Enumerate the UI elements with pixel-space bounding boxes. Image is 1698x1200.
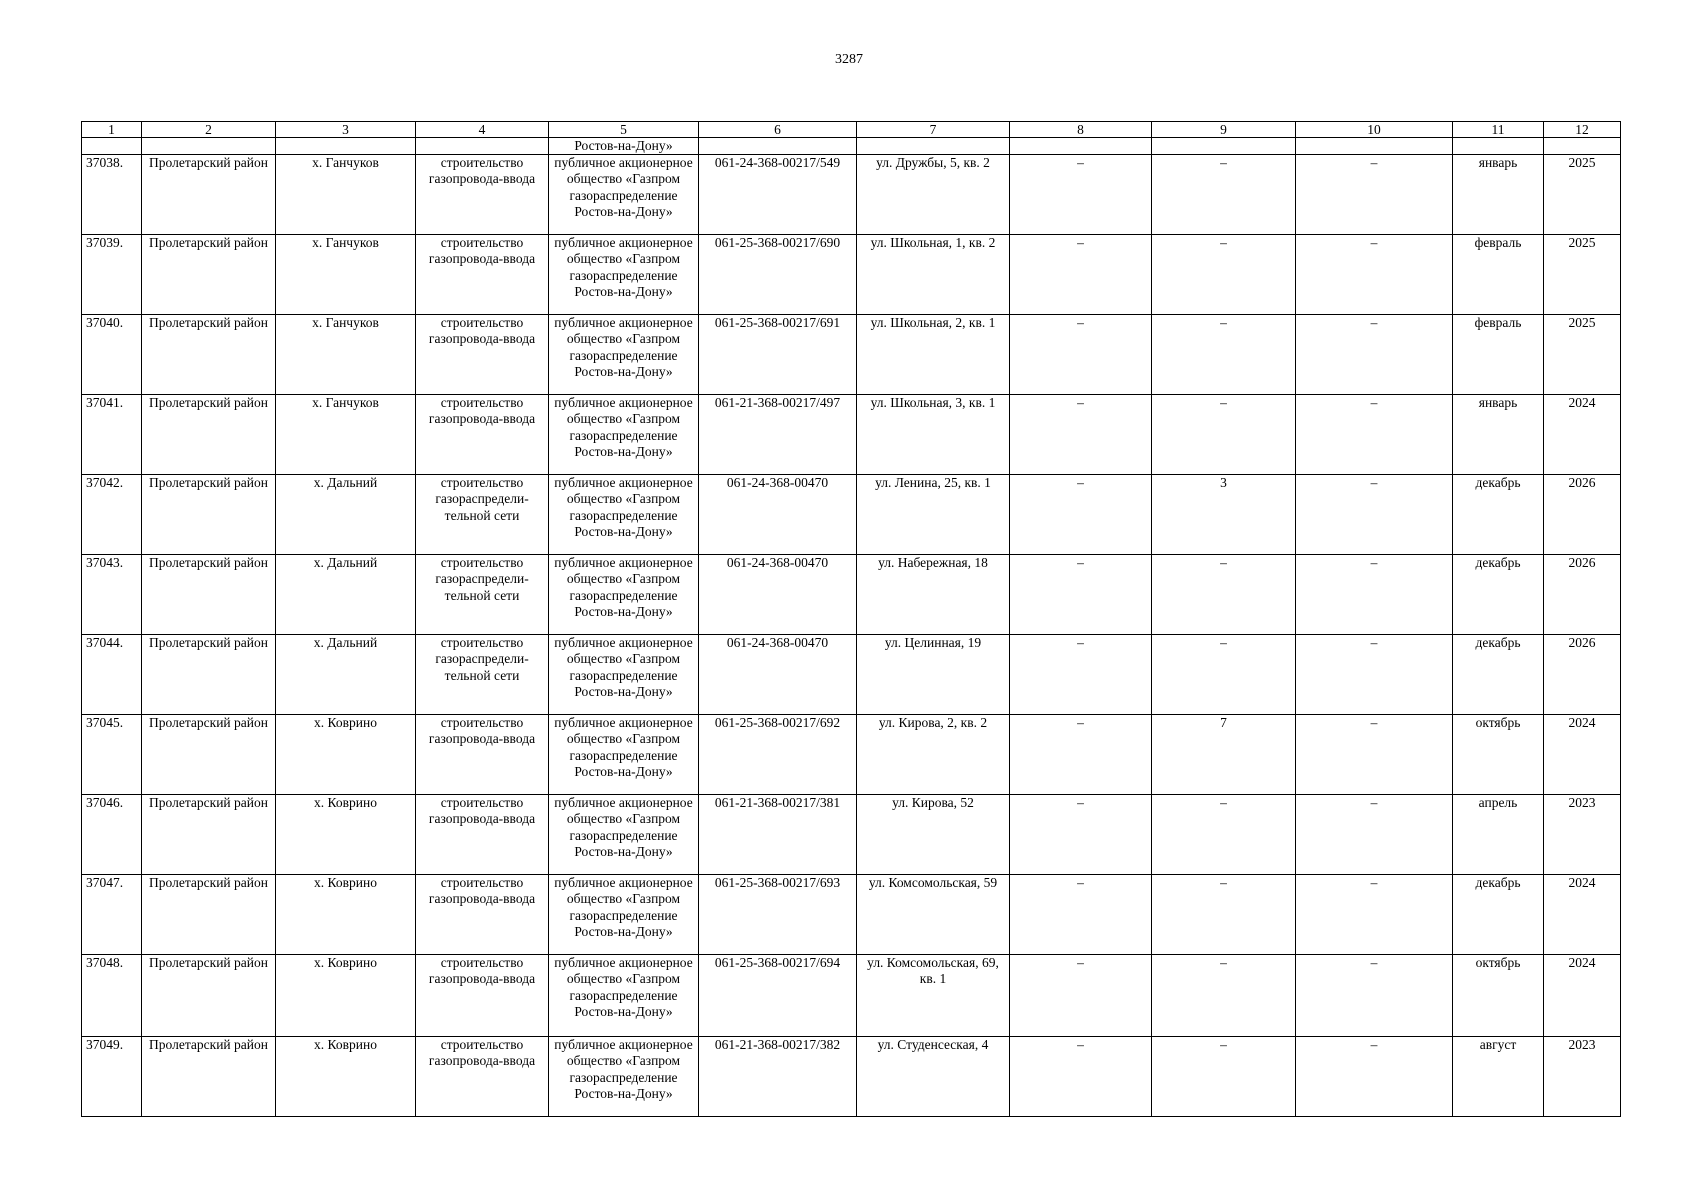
- cell-address: ул. Комсомольская, 59: [857, 875, 1010, 955]
- cell-address: ул. Кирова, 2, кв. 2: [857, 715, 1010, 795]
- cell-year: 2024: [1544, 955, 1621, 1037]
- cell-address: 7: [857, 122, 1010, 138]
- cell-organization: публичное акционерное общество «Газпром газораспределение Ростов-на-Дону»: [549, 955, 699, 1037]
- cell-record-number: 37042.: [82, 475, 142, 555]
- cell-object-code: 061-21-368-00217/381: [699, 795, 857, 875]
- cell-record-number: 37041.: [82, 395, 142, 475]
- cell-work-type: строительство газораспредели-тельной сети: [416, 635, 549, 715]
- cell-address: ул. Школьная, 2, кв. 1: [857, 315, 1010, 395]
- cell-col-10: –: [1296, 395, 1453, 475]
- cell-district: Пролетарский район: [142, 235, 276, 315]
- cell-col-9: –: [1152, 155, 1296, 235]
- cell-organization: Ростов-на-Дону»: [549, 138, 699, 155]
- table-row: [82, 315, 1621, 395]
- cell-col-8: [1010, 138, 1152, 155]
- cell-settlement: х. Коврино: [276, 795, 416, 875]
- cell-organization: публичное акционерное общество «Газпром газораспределение Ростов-на-Дону»: [549, 715, 699, 795]
- cell-year: 2023: [1544, 795, 1621, 875]
- cell-month: декабрь: [1453, 875, 1544, 955]
- cell-address: ул. Комсомольская, 69, кв. 1: [857, 955, 1010, 1037]
- cell-address: [857, 138, 1010, 155]
- table-row: [82, 715, 1621, 795]
- cell-col-8: –: [1010, 715, 1152, 795]
- cell-year: 2024: [1544, 715, 1621, 795]
- cell-work-type: строительство газопровода-ввода: [416, 155, 549, 235]
- cell-col-8: –: [1010, 955, 1152, 1037]
- cell-month: 11: [1453, 122, 1544, 138]
- cell-col-9: –: [1152, 795, 1296, 875]
- table-body: [82, 122, 1621, 1117]
- cell-object-code: [699, 138, 857, 155]
- cell-settlement: х. Ганчуков: [276, 395, 416, 475]
- table-row: [82, 235, 1621, 315]
- cell-work-type: строительство газопровода-ввода: [416, 795, 549, 875]
- cell-address: ул. Ленина, 25, кв. 1: [857, 475, 1010, 555]
- cell-col-9: –: [1152, 315, 1296, 395]
- cell-address: ул. Школьная, 3, кв. 1: [857, 395, 1010, 475]
- cell-district: Пролетарский район: [142, 635, 276, 715]
- table-row: [82, 155, 1621, 235]
- cell-year: 2026: [1544, 475, 1621, 555]
- cell-object-code: 061-25-368-00217/690: [699, 235, 857, 315]
- cell-work-type: строительство газопровода-ввода: [416, 1037, 549, 1117]
- table-row: [82, 795, 1621, 875]
- cell-district: Пролетарский район: [142, 395, 276, 475]
- cell-record-number: 37039.: [82, 235, 142, 315]
- cell-col-10: 10: [1296, 122, 1453, 138]
- cell-col-9: –: [1152, 555, 1296, 635]
- continuation-row: [82, 138, 1621, 155]
- cell-object-code: 061-24-368-00470: [699, 555, 857, 635]
- cell-settlement: [276, 138, 416, 155]
- cell-col-10: –: [1296, 315, 1453, 395]
- cell-col-9: –: [1152, 235, 1296, 315]
- cell-record-number: 37043.: [82, 555, 142, 635]
- cell-work-type: строительство газопровода-ввода: [416, 955, 549, 1037]
- cell-organization: публичное акционерное общество «Газпром газораспределение Ростов-на-Дону»: [549, 795, 699, 875]
- cell-month: октябрь: [1453, 955, 1544, 1037]
- cell-object-code: 6: [699, 122, 857, 138]
- cell-col-10: –: [1296, 1037, 1453, 1117]
- cell-organization: публичное акционерное общество «Газпром газораспределение Ростов-на-Дону»: [549, 475, 699, 555]
- cell-year: 2025: [1544, 155, 1621, 235]
- cell-col-9: –: [1152, 395, 1296, 475]
- cell-month: декабрь: [1453, 635, 1544, 715]
- cell-col-8: –: [1010, 475, 1152, 555]
- cell-district: Пролетарский район: [142, 875, 276, 955]
- cell-organization: публичное акционерное общество «Газпром газораспределение Ростов-на-Дону»: [549, 555, 699, 635]
- cell-col-9: –: [1152, 875, 1296, 955]
- cell-district: 2: [142, 122, 276, 138]
- cell-year: 2025: [1544, 315, 1621, 395]
- cell-work-type: строительство газораспредели-тельной сети: [416, 475, 549, 555]
- cell-month: январь: [1453, 395, 1544, 475]
- cell-col-10: –: [1296, 235, 1453, 315]
- cell-work-type: строительство газопровода-ввода: [416, 715, 549, 795]
- cell-organization: публичное акционерное общество «Газпром газораспределение Ростов-на-Дону»: [549, 1037, 699, 1117]
- cell-object-code: 061-24-368-00470: [699, 635, 857, 715]
- cell-col-8: –: [1010, 635, 1152, 715]
- cell-col-10: –: [1296, 155, 1453, 235]
- cell-col-9: 7: [1152, 715, 1296, 795]
- cell-district: [142, 138, 276, 155]
- cell-work-type: строительство газораспредели-тельной сети: [416, 555, 549, 635]
- cell-col-8: –: [1010, 795, 1152, 875]
- cell-organization: публичное акционерное общество «Газпром газораспределение Ростов-на-Дону»: [549, 235, 699, 315]
- cell-object-code: 061-24-368-00470: [699, 475, 857, 555]
- cell-settlement: х. Ганчуков: [276, 155, 416, 235]
- cell-month: апрель: [1453, 795, 1544, 875]
- cell-record-number: 37046.: [82, 795, 142, 875]
- cell-month: декабрь: [1453, 555, 1544, 635]
- cell-record-number: 37045.: [82, 715, 142, 795]
- table-row: [82, 555, 1621, 635]
- cell-col-10: [1296, 138, 1453, 155]
- table-row: [82, 395, 1621, 475]
- cell-record-number: 37049.: [82, 1037, 142, 1117]
- cell-organization: публичное акционерное общество «Газпром газораспределение Ростов-на-Дону»: [549, 155, 699, 235]
- cell-address: ул. Набережная, 18: [857, 555, 1010, 635]
- cell-object-code: 061-25-368-00217/693: [699, 875, 857, 955]
- cell-month: октябрь: [1453, 715, 1544, 795]
- cell-address: ул. Школьная, 1, кв. 2: [857, 235, 1010, 315]
- cell-record-number: 37047.: [82, 875, 142, 955]
- cell-work-type: строительство газопровода-ввода: [416, 395, 549, 475]
- cell-work-type: строительство газопровода-ввода: [416, 875, 549, 955]
- cell-col-9: [1152, 138, 1296, 155]
- cell-address: ул. Студенсеская, 4: [857, 1037, 1010, 1117]
- table-row: [82, 1037, 1621, 1117]
- cell-district: Пролетарский район: [142, 555, 276, 635]
- cell-district: Пролетарский район: [142, 475, 276, 555]
- cell-col-8: –: [1010, 875, 1152, 955]
- cell-organization: публичное акционерное общество «Газпром газораспределение Ростов-на-Дону»: [549, 315, 699, 395]
- cell-col-8: –: [1010, 155, 1152, 235]
- cell-col-10: –: [1296, 715, 1453, 795]
- cell-col-8: –: [1010, 235, 1152, 315]
- cell-year: 2024: [1544, 875, 1621, 955]
- cell-record-number: [82, 138, 142, 155]
- cell-record-number: 37044.: [82, 635, 142, 715]
- cell-settlement: х. Дальний: [276, 475, 416, 555]
- cell-col-10: –: [1296, 875, 1453, 955]
- cell-organization: публичное акционерное общество «Газпром газораспределение Ростов-на-Дону»: [549, 875, 699, 955]
- cell-col-10: –: [1296, 955, 1453, 1037]
- cell-year: 2024: [1544, 395, 1621, 475]
- table-row: [82, 955, 1621, 1037]
- cell-work-type: 4: [416, 122, 549, 138]
- cell-month: август: [1453, 1037, 1544, 1117]
- cell-settlement: 3: [276, 122, 416, 138]
- cell-district: Пролетарский район: [142, 315, 276, 395]
- cell-col-10: –: [1296, 475, 1453, 555]
- cell-month: февраль: [1453, 235, 1544, 315]
- cell-col-10: –: [1296, 635, 1453, 715]
- cell-year: 2025: [1544, 235, 1621, 315]
- cell-object-code: 061-21-368-00217/382: [699, 1037, 857, 1117]
- cell-address: ул. Кирова, 52: [857, 795, 1010, 875]
- cell-col-9: 9: [1152, 122, 1296, 138]
- cell-settlement: х. Ганчуков: [276, 315, 416, 395]
- table-row: [82, 635, 1621, 715]
- cell-settlement: х. Коврино: [276, 875, 416, 955]
- cell-col-8: –: [1010, 1037, 1152, 1117]
- cell-address: ул. Целинная, 19: [857, 635, 1010, 715]
- cell-district: Пролетарский район: [142, 795, 276, 875]
- cell-year: [1544, 138, 1621, 155]
- cell-col-9: –: [1152, 955, 1296, 1037]
- cell-district: Пролетарский район: [142, 715, 276, 795]
- cell-settlement: х. Дальний: [276, 555, 416, 635]
- cell-col-10: –: [1296, 795, 1453, 875]
- cell-object-code: 061-24-368-00217/549: [699, 155, 857, 235]
- cell-year: 12: [1544, 122, 1621, 138]
- cell-col-8: –: [1010, 555, 1152, 635]
- cell-record-number: 37040.: [82, 315, 142, 395]
- cell-address: ул. Дружбы, 5, кв. 2: [857, 155, 1010, 235]
- cell-month: [1453, 138, 1544, 155]
- cell-organization: публичное акционерное общество «Газпром газораспределение Ростов-на-Дону»: [549, 635, 699, 715]
- cell-settlement: х. Ганчуков: [276, 235, 416, 315]
- cell-object-code: 061-25-368-00217/691: [699, 315, 857, 395]
- cell-month: январь: [1453, 155, 1544, 235]
- registry-table: [81, 121, 1621, 1117]
- table-row: [82, 875, 1621, 955]
- cell-settlement: х. Дальний: [276, 635, 416, 715]
- cell-month: февраль: [1453, 315, 1544, 395]
- table-row: [82, 475, 1621, 555]
- cell-organization: 5: [549, 122, 699, 138]
- cell-col-8: –: [1010, 395, 1152, 475]
- cell-year: 2023: [1544, 1037, 1621, 1117]
- cell-col-9: –: [1152, 1037, 1296, 1117]
- cell-object-code: 061-25-368-00217/692: [699, 715, 857, 795]
- cell-work-type: строительство газопровода-ввода: [416, 315, 549, 395]
- cell-col-8: –: [1010, 315, 1152, 395]
- cell-col-9: –: [1152, 635, 1296, 715]
- cell-object-code: 061-21-368-00217/497: [699, 395, 857, 475]
- column-number-row: [82, 122, 1621, 138]
- cell-work-type: [416, 138, 549, 155]
- cell-record-number: 1: [82, 122, 142, 138]
- cell-col-9: 3: [1152, 475, 1296, 555]
- cell-col-8: 8: [1010, 122, 1152, 138]
- cell-settlement: х. Ковринo: [276, 715, 416, 795]
- cell-settlement: х. Коврино: [276, 955, 416, 1037]
- cell-col-10: –: [1296, 555, 1453, 635]
- cell-record-number: 37038.: [82, 155, 142, 235]
- cell-object-code: 061-25-368-00217/694: [699, 955, 857, 1037]
- cell-district: Пролетарский район: [142, 1037, 276, 1117]
- cell-settlement: х. Коврино: [276, 1037, 416, 1117]
- cell-work-type: строительство газопровода-ввода: [416, 235, 549, 315]
- cell-year: 2026: [1544, 635, 1621, 715]
- cell-district: Пролетарский район: [142, 955, 276, 1037]
- cell-district: Пролетарский район: [142, 155, 276, 235]
- cell-month: декабрь: [1453, 475, 1544, 555]
- cell-year: 2026: [1544, 555, 1621, 635]
- cell-organization: публичное акционерное общество «Газпром газораспределение Ростов-на-Дону»: [549, 395, 699, 475]
- page-number: 3287: [835, 52, 863, 67]
- cell-record-number: 37048.: [82, 955, 142, 1037]
